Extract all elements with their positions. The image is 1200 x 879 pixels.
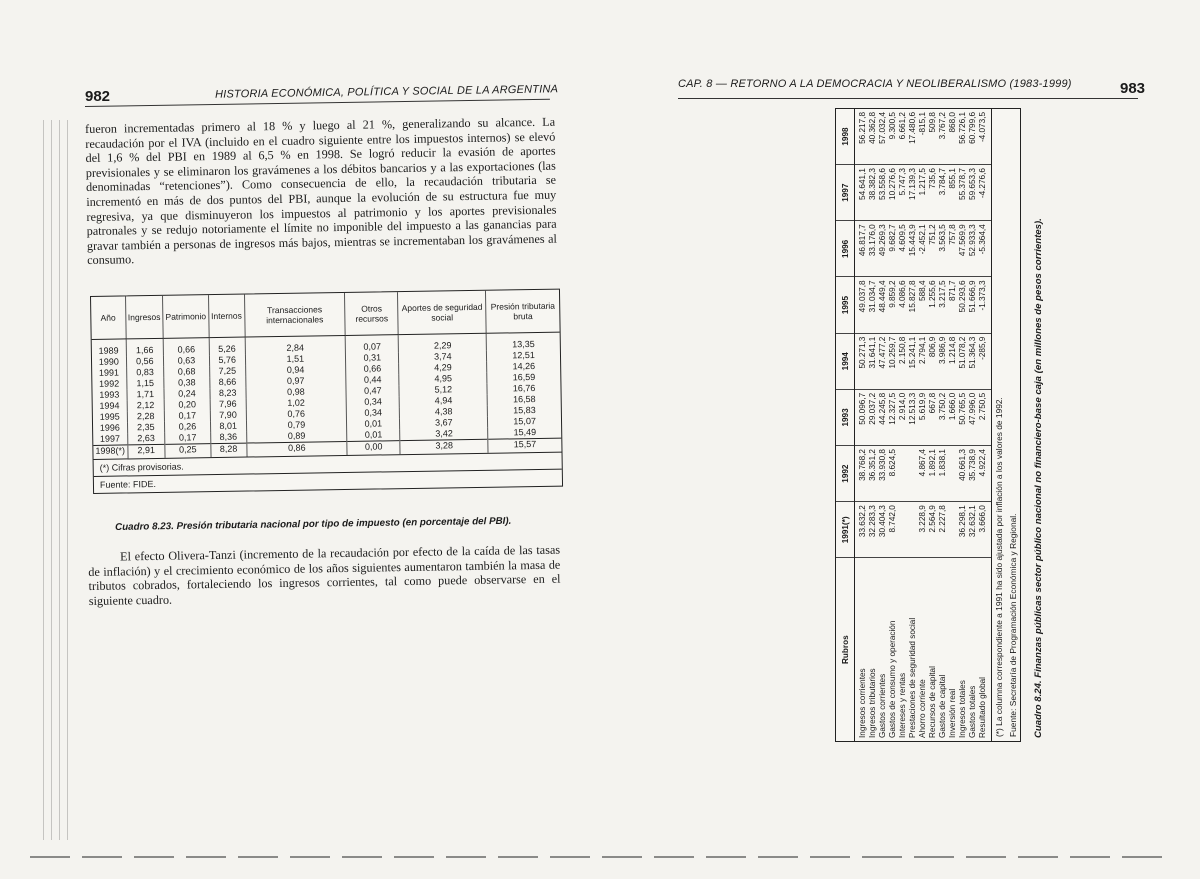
finance-table-row <box>908 109 918 741</box>
col-1996: 1996 <box>836 221 855 277</box>
finance-table-cell: 15.443,9 <box>908 221 918 277</box>
finance-table-cell: 751,2 <box>928 221 938 277</box>
finance-table-cell: 56.217,8 <box>858 112 867 144</box>
finance-table-cell: -285,9 <box>978 333 991 389</box>
finance-table-cell: 3.563,5 <box>938 221 948 277</box>
table-cell: 0,76 <box>246 408 347 421</box>
running-head-left: HISTORIA ECONÓMICA, POLÍTICA Y SOCIAL DE LA ARGENTINA <box>214 83 559 101</box>
table-cell: 0,20 <box>164 399 210 411</box>
col-1998: 1998 <box>836 109 855 165</box>
table-cell: 0,38 <box>164 377 210 389</box>
table-cell: 0,66 <box>346 363 399 375</box>
finance-table-cell: 2.750,5 <box>978 389 991 445</box>
table-cell: 0,97 <box>245 375 346 388</box>
table-cell: 0,01 <box>347 418 400 430</box>
finance-header-row <box>836 109 855 741</box>
table-cell: 4,29 <box>399 362 487 374</box>
table-cell: 8,28 <box>211 443 247 457</box>
finance-table-cell: 36.351,2 <box>868 446 878 502</box>
table-cell: 1994 <box>93 400 127 412</box>
finance-table-cell: 8.624,5 <box>888 446 898 502</box>
table-cell: 5,76 <box>209 355 245 367</box>
rotated-table-group <box>835 110 1050 742</box>
table-cell: 2,28 <box>127 411 165 423</box>
table-cell: 8,36 <box>210 432 246 444</box>
finance-table-cell: -815,1 <box>918 112 927 136</box>
table-cell: 1997 <box>93 433 127 445</box>
col-1993: 1993 <box>836 389 855 445</box>
finance-table-cell: 51.364,3 <box>968 333 978 389</box>
finance-table-row <box>855 109 869 741</box>
table-cell: 0,94 <box>245 364 346 377</box>
table-cell: 0,89 <box>246 430 347 443</box>
finance-table-cell: 3.217,5 <box>938 277 948 333</box>
finance-table-cell: 49.037,8 <box>855 277 869 333</box>
table-cell: 0,98 <box>245 386 346 399</box>
header-rule-left <box>85 99 550 107</box>
finance-table-cell: 57.032,4 <box>878 112 887 144</box>
col-year: Año <box>91 296 126 339</box>
finance-table-row <box>938 109 948 741</box>
finance-table-cell: 3.750,2 <box>938 389 948 445</box>
finance-table-cell: 46.817,7 <box>855 221 869 277</box>
tax-pressure-table-body <box>92 332 562 459</box>
paragraph-1-text: fueron incrementadas primero al 18 % y luego al 21 %, generalizando su alcance. La recaudación por el IVA (incluido en el cuadro siguiente entre los impuestos internos) se elevó del 1,6 % del PBI en 1989 al 6,5 % en 1998. Se logró reducir la evasión de aportes previsionales y se eliminaron los gravámenes a los débitos bancarios y a las exportaciones (las denominadas “retenciones”). Como consecuencia de ello, la recaudación tributaria se incrementó en más de dos puntos del PBI, aunque la evolución de su estructura fue muy regresiva, ya que disminuyeron los impuestos al patrimonio y los aportes previsionales patronales y se redujo notoriamente el límite no imponible del impuesto a las ganancias para gravar también a personas de ingresos más bajos, mientras se incrementaban los gravámenes al consumo. <box>85 114 557 268</box>
table-cell: 1,51 <box>245 353 346 366</box>
finance-table-cell: 3.666,0 <box>978 502 991 558</box>
table-cell: 3,74 <box>399 351 487 363</box>
table-cell: 0,00 <box>347 441 400 455</box>
table-cell: 1,71 <box>127 389 165 401</box>
finance-table-cell: 1.217,5 <box>918 165 928 221</box>
table-cell: 0,63 <box>164 355 210 367</box>
finance-table-cell: 35.738,9 <box>968 446 978 502</box>
finance-table-row <box>958 109 968 741</box>
right-page <box>600 0 1200 879</box>
page-number-right: 983 <box>1120 80 1146 97</box>
finance-table-cell: 4.086,6 <box>898 277 908 333</box>
table-cell: 5,12 <box>399 384 487 396</box>
finance-table-cell: 31.641,1 <box>868 333 878 389</box>
finance-table-cell: 5.619,9 <box>918 389 928 445</box>
table-cell: 0,17 <box>165 432 211 444</box>
table-cell: 1995 <box>93 411 127 423</box>
col-intl-transactions: Transacciones internacionales <box>244 293 345 337</box>
table-cell: 7,25 <box>209 366 245 378</box>
finance-table-cell: 47.477,2 <box>878 333 888 389</box>
finance-table-cell: 2.914,0 <box>898 389 908 445</box>
table-cell: 1993 <box>92 389 126 401</box>
table-cell: 4,95 <box>399 373 487 385</box>
col-patrimony: Patrimonio <box>163 295 209 338</box>
finance-table-cell: 60.799,6 <box>968 112 977 144</box>
col-gross-tax-pressure: Presión tributaria bruta <box>486 290 560 334</box>
finance-table-cell: 44.245,8 <box>878 389 888 445</box>
finance-table-cell: 33.176,0 <box>868 221 878 277</box>
col-1992: 1992 <box>836 446 855 502</box>
col-1995: 1995 <box>836 277 855 333</box>
finance-table-cell: 55.378,7 <box>958 165 968 221</box>
finance-table-cell: 48.449,4 <box>878 277 888 333</box>
finance-table-cell: 855,1 <box>948 165 958 221</box>
table-cell: 15,83 <box>513 405 536 416</box>
table-cell: 1991 <box>92 367 126 379</box>
table-cell: 5,26 <box>209 337 245 355</box>
finance-table-row <box>898 109 908 741</box>
table-cell: 12,51 <box>512 350 535 361</box>
bottom-edge-dashes <box>30 856 1170 858</box>
table-cell: 0,31 <box>346 352 399 364</box>
table-cell: 2,63 <box>127 433 165 445</box>
finance-row-label: Ingresos totales <box>958 558 968 741</box>
finance-table-cell: 31.034,7 <box>868 277 878 333</box>
running-head-right: CAP. 8 — RETORNO A LA DEMOCRACIA Y NEOLIBERALISMO (1983-1999) <box>678 78 1072 90</box>
finance-table-cell: 52.933,3 <box>968 221 978 277</box>
table-cell: 0,56 <box>126 356 164 368</box>
finance-table-cell <box>908 502 918 558</box>
finance-table-row <box>968 109 978 741</box>
finance-row-label: Gastos de consumo y operación <box>888 558 898 741</box>
finance-table-cell: 40.362,8 <box>868 112 877 144</box>
table-cell: 0,86 <box>246 441 347 456</box>
finance-row-label: Resultado global <box>978 558 991 741</box>
table-cell: 16,59 <box>512 372 536 383</box>
table-cell: 4,94 <box>400 395 488 407</box>
finance-row-label: Ahorro corriente <box>918 558 928 741</box>
finance-table-cell: 3.986,9 <box>938 333 948 389</box>
table-cell: 7,90 <box>210 410 246 422</box>
finance-table-cell: 4.609,5 <box>898 221 908 277</box>
finance-table-cell: 33.632,2 <box>855 502 869 558</box>
finance-table-row <box>978 109 991 741</box>
finance-table-cell: 3.228,9 <box>918 502 928 558</box>
finance-table-cell: 3.784,7 <box>938 165 948 221</box>
body-paragraph-2: El efecto Olivera-Tanzi (incremento de la recaudación por efecto de la caída de las tasas de inflación) y el crecimiento económico de los años siguientes aumentaron también la masa de tributos cobrados, fortaleciendo los ingresos corrientes, tal como puede observarse en el siguiente cuadro. <box>88 542 561 608</box>
finance-table-cell <box>948 502 958 558</box>
col-1991: 1991(*) <box>836 502 855 558</box>
table-cell: 0,17 <box>164 410 210 422</box>
table-cell: 0,24 <box>164 388 210 400</box>
finance-row-label: Gastos de capital <box>938 558 948 741</box>
finance-table-cell: 4.867,4 <box>918 446 928 502</box>
finance-table-cell: 50.293,6 <box>958 277 968 333</box>
page-number-left: 982 <box>85 88 111 105</box>
body-paragraph-1 <box>85 115 557 268</box>
table-cell: 3,28 <box>400 439 488 454</box>
finance-table-cell: 1.838,1 <box>938 446 948 502</box>
table-cell: 1996 <box>93 422 127 434</box>
finance-table-row <box>918 109 928 741</box>
col-1994: 1994 <box>836 333 855 389</box>
finance-table-cell: 5.747,3 <box>898 165 908 221</box>
header-rule-right <box>678 98 1138 99</box>
table-cell: 8,66 <box>210 377 246 389</box>
table-cell: 0,01 <box>347 429 400 441</box>
table-cell: 0,07 <box>345 335 398 353</box>
col-internal: Internos <box>208 295 244 338</box>
finance-table-cell: 806,9 <box>928 333 938 389</box>
table-cell: 2,84 <box>245 335 346 354</box>
col-other-resources: Otros recursos <box>345 292 399 335</box>
col-1997: 1997 <box>836 165 855 221</box>
table-cell: 15,57 <box>488 438 561 453</box>
finance-table-cell: 8.742,0 <box>888 502 898 558</box>
finance-table-cell: 667,8 <box>928 389 938 445</box>
finance-row-label: Gastos corrientes <box>878 558 888 741</box>
table-cell: 0,83 <box>126 367 164 379</box>
finance-table-cell: 17.139,3 <box>908 165 918 221</box>
finance-table-cell: 3.767,2 <box>938 112 947 140</box>
finance-table-cell: 54.641,1 <box>855 165 869 221</box>
finance-row-label: Inversión real <box>948 558 958 741</box>
col-income: Ingresos <box>125 296 163 339</box>
finance-table-cell: 32.283,3 <box>868 502 878 558</box>
finance-table-row <box>888 109 898 741</box>
finance-table-cell: 871,7 <box>948 277 958 333</box>
finance-row-label: Gastos totales <box>968 558 978 741</box>
finance-table-cell: 2.564,9 <box>928 502 938 558</box>
finance-table-cell: 1.255,6 <box>928 277 938 333</box>
finance-table-cell: -2.452,1 <box>918 221 928 277</box>
table-cell: 1,66 <box>126 338 164 356</box>
table-cell: 1,15 <box>126 378 164 390</box>
finance-table-cell: -1.373,3 <box>978 277 991 333</box>
table-cell: 0,34 <box>347 407 400 419</box>
table-caption-8-23: Cuadro 8.23. Presión tributaria nacional por tipo de impuesto (en porcentaje del PBI). <box>115 515 512 533</box>
finance-table-cell: 12.327,5 <box>888 389 898 445</box>
table-cell: 0,79 <box>246 419 347 432</box>
finance-table-cell: 9.682,7 <box>888 221 898 277</box>
public-finance-table <box>835 108 1021 742</box>
col-rubros: Rubros <box>836 558 855 741</box>
finance-table-cell <box>948 446 958 502</box>
finance-table-cell: 9.300,5 <box>888 112 897 140</box>
finance-table-cell <box>898 502 908 558</box>
finance-table-cell: 53.558,6 <box>878 165 888 221</box>
table-source: Fuente: FIDE. <box>94 469 562 493</box>
table-cell: 1989 <box>92 339 126 357</box>
finance-table-cell: 10.259,7 <box>888 333 898 389</box>
finance-table-cell: 36.298,1 <box>958 502 968 558</box>
tax-pressure-table <box>90 289 563 494</box>
table-header-row <box>91 290 560 340</box>
table-cell: 4,38 <box>400 406 488 418</box>
finance-row-label: Intereses y rentas <box>898 558 908 741</box>
table-cell: 14,26 <box>512 361 536 372</box>
table-cell: 2,91 <box>127 444 165 458</box>
finance-table-cell: 509,8 <box>928 112 937 133</box>
finance-row-label: Recursos de capital <box>928 558 938 741</box>
table-cell: 1,02 <box>246 397 347 410</box>
finance-table-cell: 1.666,0 <box>948 389 958 445</box>
table-caption-8-24: Cuadro 8.24. Finanzas públicas sector público nacional no financiero-base caja (en millones de pesos corrientes). <box>1033 218 1044 738</box>
finance-table-cell: 51.078,2 <box>958 333 968 389</box>
table-cell: 8,23 <box>210 388 246 400</box>
table-cell: 3,42 <box>400 428 488 441</box>
finance-table-body <box>855 109 992 741</box>
finance-table-cell: -4.073,5 <box>978 112 987 143</box>
finance-table-note: (*) La columna correspondiente a 1991 ha sido ajustada por inflación a los valores de 1992. <box>994 397 1004 737</box>
finance-table-cell: 49.269,3 <box>878 221 888 277</box>
table-notes <box>94 452 562 493</box>
table-cell: 2,12 <box>127 400 165 412</box>
table-cell: 3,67 <box>400 417 488 429</box>
table-cell: 15,49 <box>513 427 537 438</box>
finance-table-row <box>928 109 938 741</box>
finance-table-cell: 9.859,2 <box>888 277 898 333</box>
table-cell: 1990 <box>92 356 126 368</box>
finance-table-cell: 588,4 <box>918 277 928 333</box>
finance-table-cell: 50.096,7 <box>855 389 869 445</box>
finance-table-cell: 32.632,1 <box>968 502 978 558</box>
finance-table-cell: 33.930,8 <box>878 446 888 502</box>
finance-table-source: Fuente: Secretaría de Programación Económica y Regional. <box>1008 513 1018 737</box>
table-cell: 0,66 <box>163 338 209 356</box>
finance-table-cell: 50.765,5 <box>958 389 968 445</box>
table-cell: 0,47 <box>346 385 399 397</box>
finance-table-cell: 59.653,3 <box>968 165 978 221</box>
finance-table-cell: 47.996,0 <box>968 389 978 445</box>
table-cell: 0,26 <box>165 421 211 433</box>
finance-table-cell: 51.666,9 <box>968 277 978 333</box>
table-cell: 1998(*) <box>93 445 127 459</box>
table-cell: 13,35 <box>512 339 535 350</box>
finance-table-cell: 1.892,1 <box>928 446 938 502</box>
finance-row-label: Ingresos tributarios <box>868 558 878 741</box>
finance-table-cell: 735,6 <box>928 165 938 221</box>
finance-table-cell: 1.214,8 <box>948 333 958 389</box>
finance-table-cell <box>908 446 918 502</box>
finance-table-cell: 15.241,1 <box>908 333 918 389</box>
finance-table-cell: 38.768,2 <box>855 446 869 502</box>
finance-table-cell: 757,8 <box>948 221 958 277</box>
finance-table-cell: -5.364,4 <box>978 221 991 277</box>
table-cell: 0,44 <box>346 374 399 386</box>
finance-table-row <box>878 109 888 741</box>
finance-table-cell: 2.794,1 <box>918 333 928 389</box>
finance-table-cell: 30.404,3 <box>878 502 888 558</box>
finance-table-cell: 4.922,4 <box>978 446 991 502</box>
finance-table-cell: 29.037,2 <box>868 389 878 445</box>
table-cell: 0,34 <box>346 396 399 408</box>
finance-table-cell: 56.726,1 <box>958 112 967 144</box>
finance-table-cell: 47.569,9 <box>958 221 968 277</box>
table-cell: 0,68 <box>164 366 210 378</box>
table-cell: 1992 <box>92 378 126 390</box>
finance-table-cell: 50.271,3 <box>855 333 869 389</box>
table-cell: 7,96 <box>210 399 246 411</box>
finance-table-row <box>948 109 958 741</box>
finance-table-row <box>868 109 878 741</box>
finance-table-cell: 2.227,8 <box>938 502 948 558</box>
finance-table-cell: 10.276,6 <box>888 165 898 221</box>
finance-table-cell: 868,0 <box>948 112 957 133</box>
col-social-security: Aportes de seguridad social <box>398 291 486 335</box>
finance-table-cell: 2.150,8 <box>898 333 908 389</box>
table-cell: 8,01 <box>210 421 246 433</box>
finance-table-cell: 40.661,3 <box>958 446 968 502</box>
finance-table-cell: 38.382,3 <box>868 165 878 221</box>
table-cell: 16,58 <box>512 394 536 405</box>
table-cell: 0,25 <box>165 444 211 458</box>
table-cell: 2,35 <box>127 422 165 434</box>
finance-table-cell: 17.480,6 <box>908 112 917 144</box>
finance-table-cell: 6.661,2 <box>898 112 907 140</box>
finance-table-cell: -4.276,6 <box>978 165 991 221</box>
table-note: (*) Cifras provisorias. <box>99 461 184 473</box>
finance-table-notes <box>991 109 1020 741</box>
finance-table-cell: 15.827,8 <box>908 277 918 333</box>
table-cell: 16,76 <box>512 383 536 394</box>
finance-row-label: Ingresos corrientes <box>855 558 869 741</box>
finance-table-cell <box>898 446 908 502</box>
table-cell: 15,07 <box>513 416 536 427</box>
finance-table-cell: 12.513,3 <box>908 389 918 445</box>
table-cell: 2,29 <box>399 333 487 352</box>
finance-row-label: Prestaciones de seguridad social <box>908 558 918 741</box>
binding-gutter-shadow <box>40 120 70 840</box>
